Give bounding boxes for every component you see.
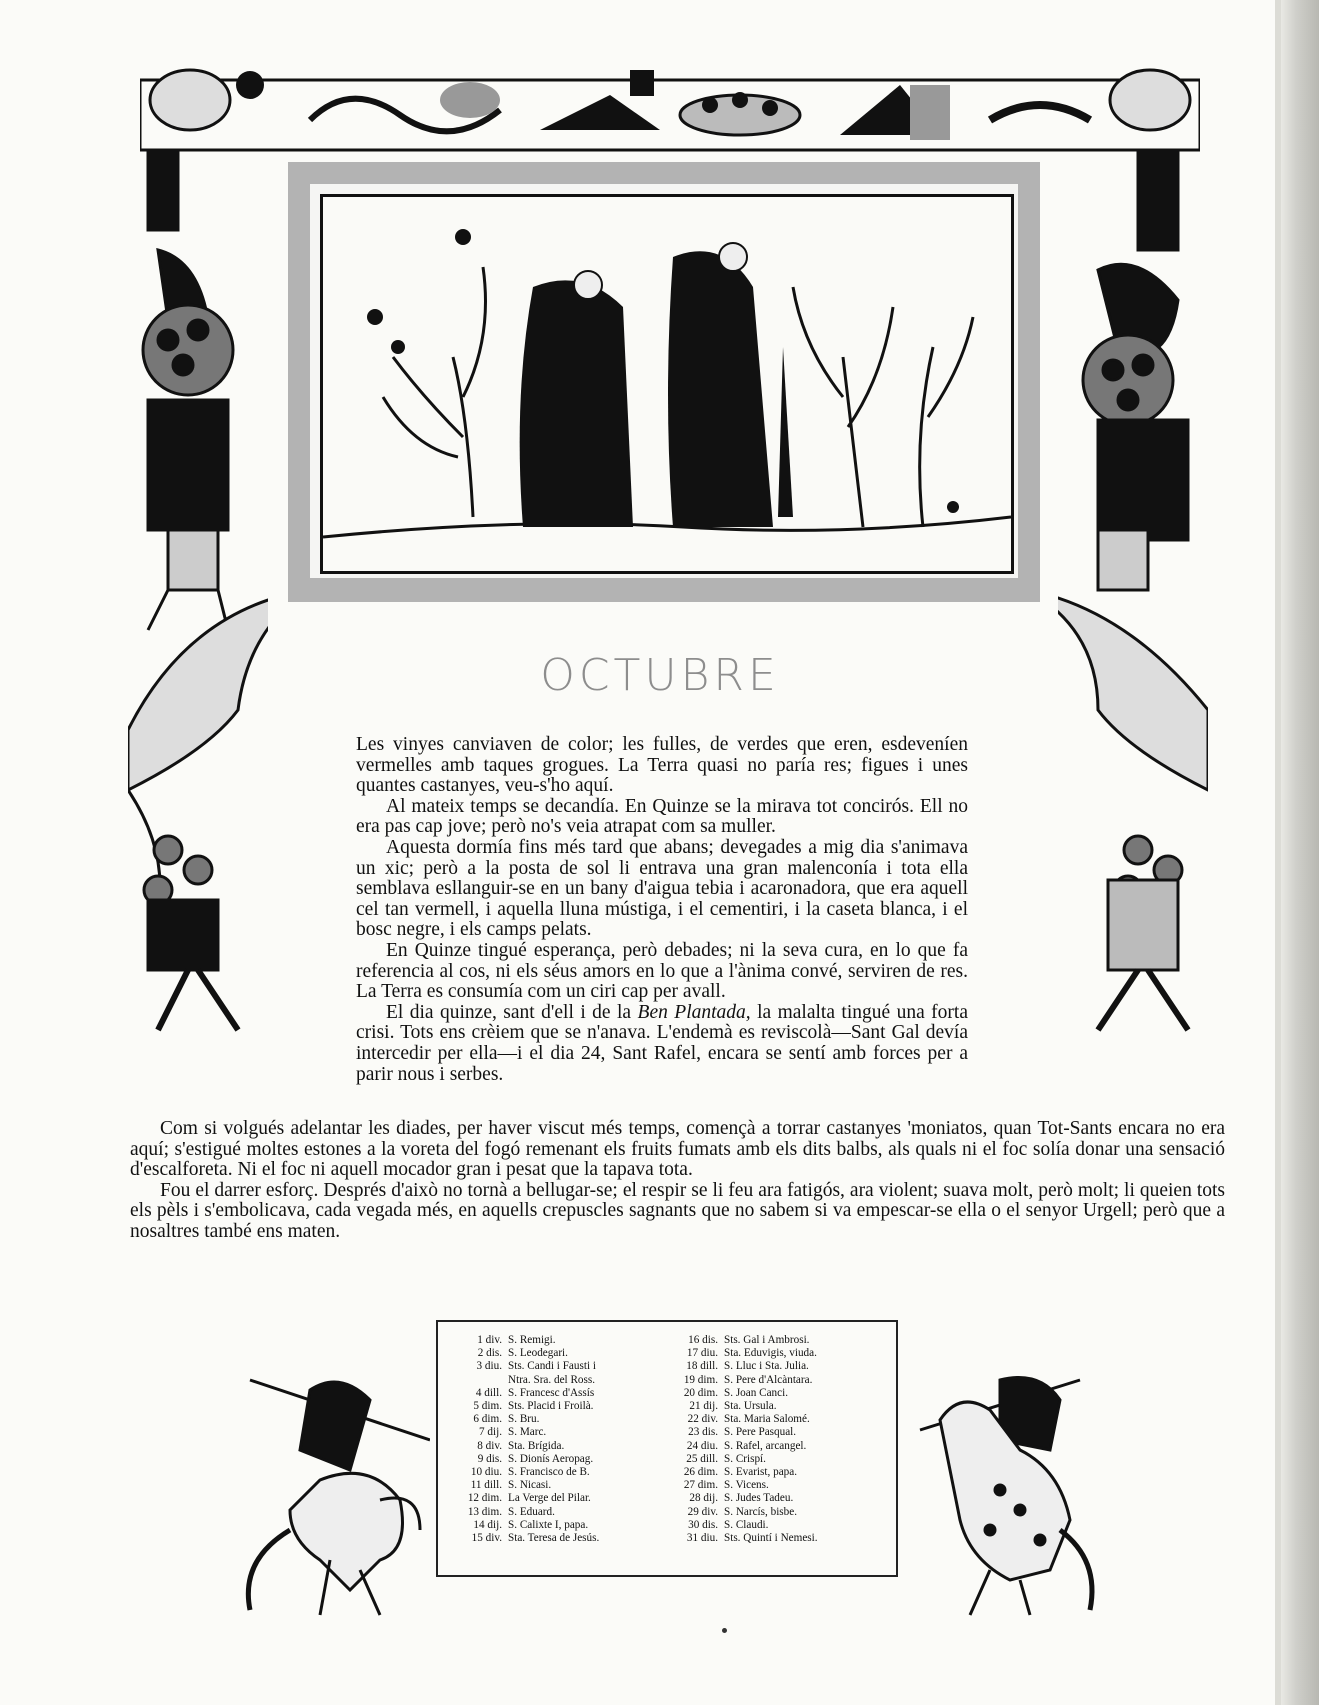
calendar-row [452, 1506, 662, 1519]
calendar-date: 8 div. [477, 1439, 502, 1452]
calendar-saint: S. Judes Tadeu. [724, 1492, 794, 1505]
calendar-saint: Sta. Eduvigis, viuda. [724, 1347, 817, 1360]
calendar-date: 14 dij. [473, 1518, 502, 1531]
calendar-saint: Sts. Gal i Ambrosi. [724, 1334, 810, 1346]
calendar-row [452, 1532, 662, 1545]
book-spine [1281, 0, 1319, 1705]
calendar-row [668, 1519, 892, 1532]
illustration-mat [310, 184, 1018, 578]
calendar-saint: S. Narcís, bisbe. [724, 1505, 798, 1518]
calendar-row [668, 1479, 892, 1492]
calendar-saint: S. Francisco de B. [508, 1466, 590, 1479]
calendar-row [668, 1413, 892, 1426]
calendar-date: 10 diu. [470, 1466, 502, 1479]
calendar-date: 29 div. [687, 1505, 718, 1518]
calendar-column-right [668, 1334, 892, 1545]
page-title: OCTUBRE [540, 650, 780, 701]
calendar-saint: S. Marc. [508, 1426, 547, 1439]
calendar-row [452, 1400, 662, 1413]
calendar-saint: S. Dionís Aeropag. [508, 1452, 594, 1465]
calendar-saint: Sts. Placid i Froilà. [508, 1400, 594, 1413]
calendar-row [452, 1453, 662, 1466]
calendar-date: 17 diu. [686, 1347, 718, 1360]
calendar-row [452, 1440, 662, 1453]
calendar-saint: S. Vicens. [724, 1479, 769, 1492]
calendar-date: 18 dill. [686, 1360, 718, 1373]
paragraph-4: En Quinze tingué esperança, però debades; ni la seva cura, en lo que fa referencia al cos, ni els séus amors en lo que a l'ànima convé, serviren de res. La Terra es consumía com un ciri cap per avall. [356, 939, 968, 1003]
calendar-row [668, 1347, 892, 1360]
calendar-row [452, 1374, 662, 1387]
calendar-date: 4 dill. [475, 1386, 502, 1399]
calendar-saint: La Verge del Pilar. [508, 1492, 591, 1505]
calendar-saint: S. Calixte I, papa. [508, 1518, 589, 1531]
calendar-row [668, 1440, 892, 1453]
calendar-date: 28 dij. [689, 1492, 718, 1505]
paragraph-5 [356, 1003, 968, 1085]
paragraph-1: Les vinyes canviaven de color; les fulles, de verdes que eren, esdeveníen vermelles amb taques grogues. La Terra quasi no paría res; figues i unes quantes castanyes, veu-s'ho aquí. [356, 734, 968, 797]
calendar-date: 15 div. [471, 1532, 502, 1545]
illustration-drawing [323, 197, 1011, 571]
calendar-row [668, 1492, 892, 1505]
calendar-row [668, 1426, 892, 1439]
calendar-date: 26 dim. [683, 1466, 718, 1479]
calendar-row [452, 1334, 662, 1347]
left-rider-illustration [230, 1360, 430, 1620]
calendar-date: 13 dim. [467, 1505, 502, 1518]
calendar-saint: Sts. Quintí i Nemesi. [724, 1532, 818, 1545]
page-mark [722, 1628, 727, 1633]
calendar-date: 31 diu. [686, 1532, 718, 1545]
calendar-row [452, 1466, 662, 1479]
calendar-date: 27 dim. [683, 1479, 718, 1492]
calendar-row [668, 1453, 892, 1466]
calendar-saint: S. Francesc d'Assís [508, 1386, 595, 1399]
decorative-border-right [1058, 150, 1208, 1070]
calendar-row [668, 1360, 892, 1373]
saints-calendar [436, 1320, 898, 1577]
calendar-saint: S. Evarist, papa. [724, 1466, 798, 1479]
calendar-date: 21 dij. [689, 1400, 718, 1413]
calendar-row [452, 1347, 662, 1360]
calendar-row [668, 1400, 892, 1413]
calendar-date: 19 dim. [683, 1373, 718, 1386]
calendar-saint: S. Nicasi. [508, 1479, 552, 1492]
calendar-row [452, 1413, 662, 1426]
wide-text-block [130, 1119, 1225, 1243]
decorative-border-top [140, 60, 1200, 155]
calendar-saint: S. Rafel, arcangel. [724, 1439, 807, 1452]
calendar-saint: S. Pere Pasqual. [724, 1426, 797, 1439]
calendar-saint: S. Joan Canci. [724, 1386, 789, 1399]
calendar-date: 22 div. [687, 1413, 718, 1426]
calendar-saint: S. Bru. [508, 1413, 540, 1426]
calendar-saint: S. Eduard. [508, 1505, 555, 1518]
calendar-date: 16 dis. [688, 1334, 718, 1346]
calendar-saint: Sta. Maria Salomé. [724, 1413, 810, 1426]
paragraph-2: Al mateix temps se decandía. En Quinze se la mirava tot concirós. Ell no era pas cap jove; però no's veia atrapat com sa muller. [356, 795, 968, 838]
calendar-row [668, 1506, 892, 1519]
calendar-saint: Sts. Candi i Fausti i [508, 1360, 596, 1373]
calendar-saint: Sta. Brígida. [508, 1439, 565, 1452]
calendar-date: 30 dis. [688, 1518, 718, 1531]
calendar-saint: S. Leodegari. [508, 1347, 568, 1360]
calendar-row [452, 1479, 662, 1492]
calendar-date: 9 dis. [477, 1452, 502, 1465]
calendar-saint: S. Lluc i Sta. Julia. [724, 1360, 809, 1373]
paragraph-5-italic: Ben Plantada, [637, 1001, 751, 1023]
paragraph-5-start: El dia quinze, sant d'ell i de la [386, 1001, 638, 1023]
calendar-saint: S. Remigi. [508, 1334, 556, 1346]
paragraph-6: Com si volgués adelantar les diades, per haver viscut més temps, començà a torrar castanyes 'moniatos, quan Tot-Sants encara no era aquí; s'estigué moltes estones a la voreta del fogó remenant els fruits fumats amb els dits balbs, als quals ni el foc solía donar una sensació d'escalforeta. Ni el foc ni aquell mocador gran i pesat que la tapava tota. [130, 1118, 1225, 1181]
narrow-text-block [356, 735, 968, 1085]
calendar-date: 11 dill. [470, 1479, 502, 1492]
calendar-saint: Sta. Ursula. [724, 1400, 777, 1413]
calendar-row [452, 1426, 662, 1439]
calendar-saint: S. Claudi. [724, 1518, 769, 1531]
calendar-column-left [452, 1334, 662, 1545]
calendar-date: 5 dim. [473, 1400, 502, 1413]
calendar-date: 2 dis. [477, 1347, 502, 1360]
calendar-row [452, 1360, 662, 1373]
paragraph-7: Fou el darrer esforç. Després d'això no tornà a bellugar-se; el respir se li feu ara fatigós, ara violent; suava molt, però molt; li queien tots els pèls i s'embolicava, cada vegada més, en aquells crepuscles sagnants que no sabem si va empescar-se ella o el senyor Urgell; però que a nosaltres també ens maten. [130, 1179, 1225, 1242]
calendar-date: 12 dim. [467, 1492, 502, 1505]
calendar-date: 20 dim. [683, 1386, 718, 1399]
calendar-row [668, 1374, 892, 1387]
paragraph-3: Aquesta dormía fins més tard que abans; devegades a mig dia s'animava un xic; però a la posta de sol li entrava una gran malenconía i tota ella semblava esllanguir-se en un bany d'aigua tebia i acaronadora, que era aquell cel tan vermell, i aquella lluna mústiga, i el cementiri, i la caseta blanca, i el bosc negre, i els camps pelats. [356, 836, 968, 941]
elderly-couple-illustration [320, 194, 1014, 574]
calendar-saint: S. Crispí. [724, 1452, 766, 1465]
right-rider-illustration [900, 1360, 1110, 1620]
calendar-saint: Ntra. Sra. del Ross. [508, 1373, 596, 1386]
calendar-row [452, 1387, 662, 1400]
calendar-row [668, 1532, 892, 1545]
calendar-row [668, 1334, 892, 1347]
calendar-saint: Sta. Teresa de Jesús. [508, 1532, 600, 1545]
calendar-row [452, 1519, 662, 1532]
calendar-date: 1 div. [477, 1334, 502, 1346]
calendar-date: 6 dim. [473, 1413, 502, 1426]
illustration-frame [288, 162, 1040, 602]
calendar-date: 23 dis. [688, 1426, 718, 1439]
calendar-date: 24 diu. [686, 1439, 718, 1452]
calendar-row [668, 1466, 892, 1479]
calendar-row [668, 1387, 892, 1400]
paragraph-5-end: la malalta tingué una forta crisi. Tots ens crèiem que se n'anava. L'endemà es reviscolà—Sant Gal devía intercedir per ella—i el dia 24, Sant Rafel, encara se sentí amb forces per a parir nous i serbes. [356, 1001, 968, 1085]
calendar-date: 7 dij. [479, 1426, 502, 1439]
calendar-date: 25 dill. [686, 1452, 718, 1465]
calendar-row [452, 1492, 662, 1505]
decorative-border-left [128, 150, 268, 1070]
calendar-date: 3 diu. [476, 1360, 502, 1373]
calendar-saint: S. Pere d'Alcàntara. [724, 1373, 813, 1386]
